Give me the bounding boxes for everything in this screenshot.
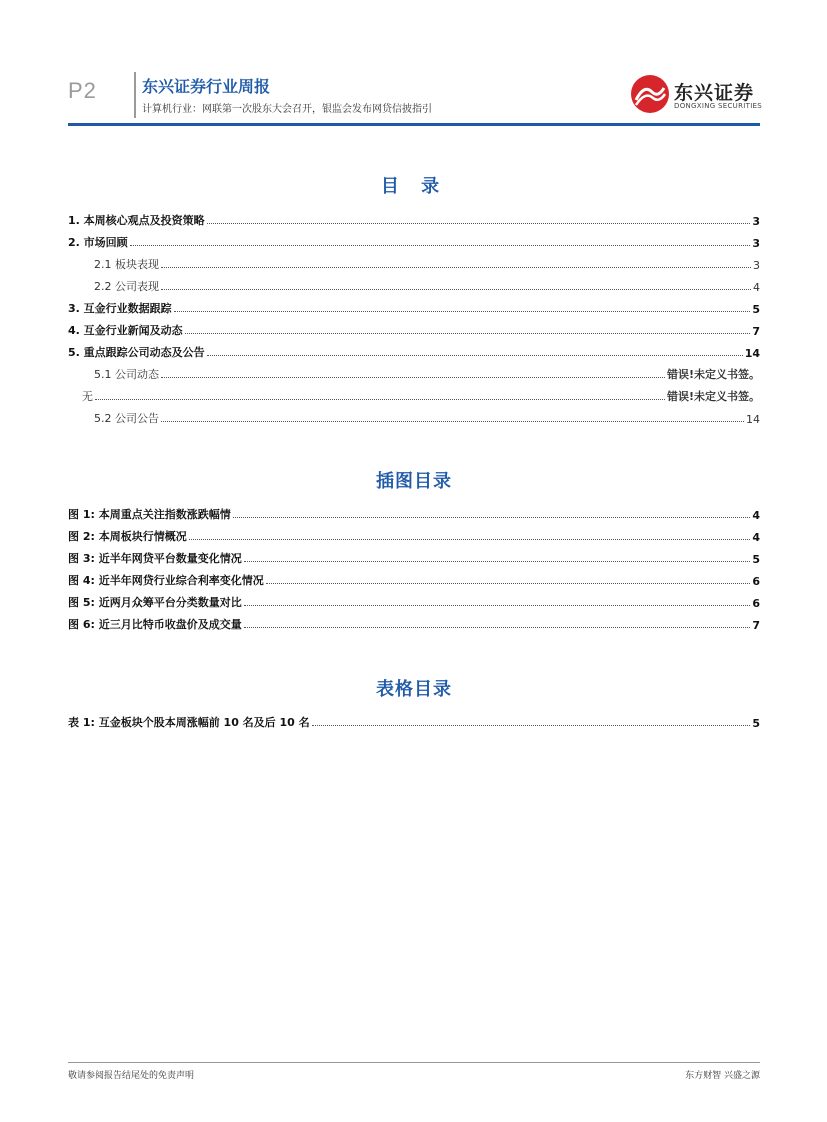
- toc-item[interactable]: 5. 重点跟踪公司动态及公告 14: [68, 346, 760, 360]
- figure-toc-item[interactable]: 图 4: 近半年网贷行业综合利率变化情况 6: [68, 574, 760, 588]
- figure-toc-item[interactable]: 图 3: 近半年网贷平台数量变化情况 5: [68, 552, 760, 566]
- page-header: [68, 68, 763, 128]
- toc-item[interactable]: 3. 互金行业数据跟踪 5: [68, 302, 760, 316]
- report-series-title: 东兴证券行业周报: [142, 77, 271, 96]
- toc-list: [68, 206, 760, 426]
- company-logo: [630, 72, 763, 118]
- logo-mark-icon: [630, 74, 670, 114]
- figure-toc-item[interactable]: 图 6: 近三月比特币收盘价及成交量 7: [68, 618, 760, 632]
- figures-toc-list: [68, 500, 760, 632]
- toc-subitem[interactable]: 2.2 公司表现 4: [94, 280, 760, 294]
- toc-item[interactable]: 2. 市场回顾 3: [68, 236, 760, 250]
- figure-toc-item[interactable]: 图 2: 本周板块行情概况 4: [68, 530, 760, 544]
- logo-text: 东兴证券: [674, 82, 755, 104]
- page-number: P2: [68, 78, 97, 103]
- toc-subitem[interactable]: 无 错误!未定义书签。: [82, 390, 760, 403]
- figure-toc-item[interactable]: 图 1: 本周重点关注指数涨跌幅情 4: [68, 508, 760, 522]
- tables-toc-list: [68, 708, 760, 730]
- toc-subitem[interactable]: 2.1 板块表现 3: [94, 258, 760, 272]
- figure-toc-item[interactable]: 图 5: 近两月众筹平台分类数量对比 6: [68, 596, 760, 610]
- table-toc-item[interactable]: 表 1: 互金板块个股本周涨幅前 10 名及后 10 名 5: [68, 716, 760, 730]
- header-rule: [68, 123, 760, 126]
- toc-item[interactable]: 4. 互金行业新闻及动态 7: [68, 324, 760, 338]
- header-divider: [134, 72, 136, 118]
- logo-english-text: DONGXING SECURITIES: [674, 102, 763, 110]
- toc-title: 目 录: [380, 176, 448, 197]
- report-subtitle: 计算机行业：网联第一次股东大会召开，银监会发布网贷信披指引: [142, 104, 432, 115]
- footer-disclaimer: 敬请参阅报告结尾处的免责声明: [68, 1071, 195, 1081]
- toc-subitem[interactable]: 5.2 公司公告 14: [94, 412, 760, 426]
- footer-slogan: 东方财智 兴盛之源: [685, 1071, 760, 1081]
- toc-item[interactable]: 1. 本周核心观点及投资策略 3: [68, 214, 760, 228]
- footer-rule: [68, 1062, 760, 1063]
- toc-subitem[interactable]: 5.1 公司动态 错误!未定义书签。: [94, 368, 760, 381]
- figures-toc-title: 插图目录: [376, 471, 452, 492]
- tables-toc-title: 表格目录: [376, 679, 452, 700]
